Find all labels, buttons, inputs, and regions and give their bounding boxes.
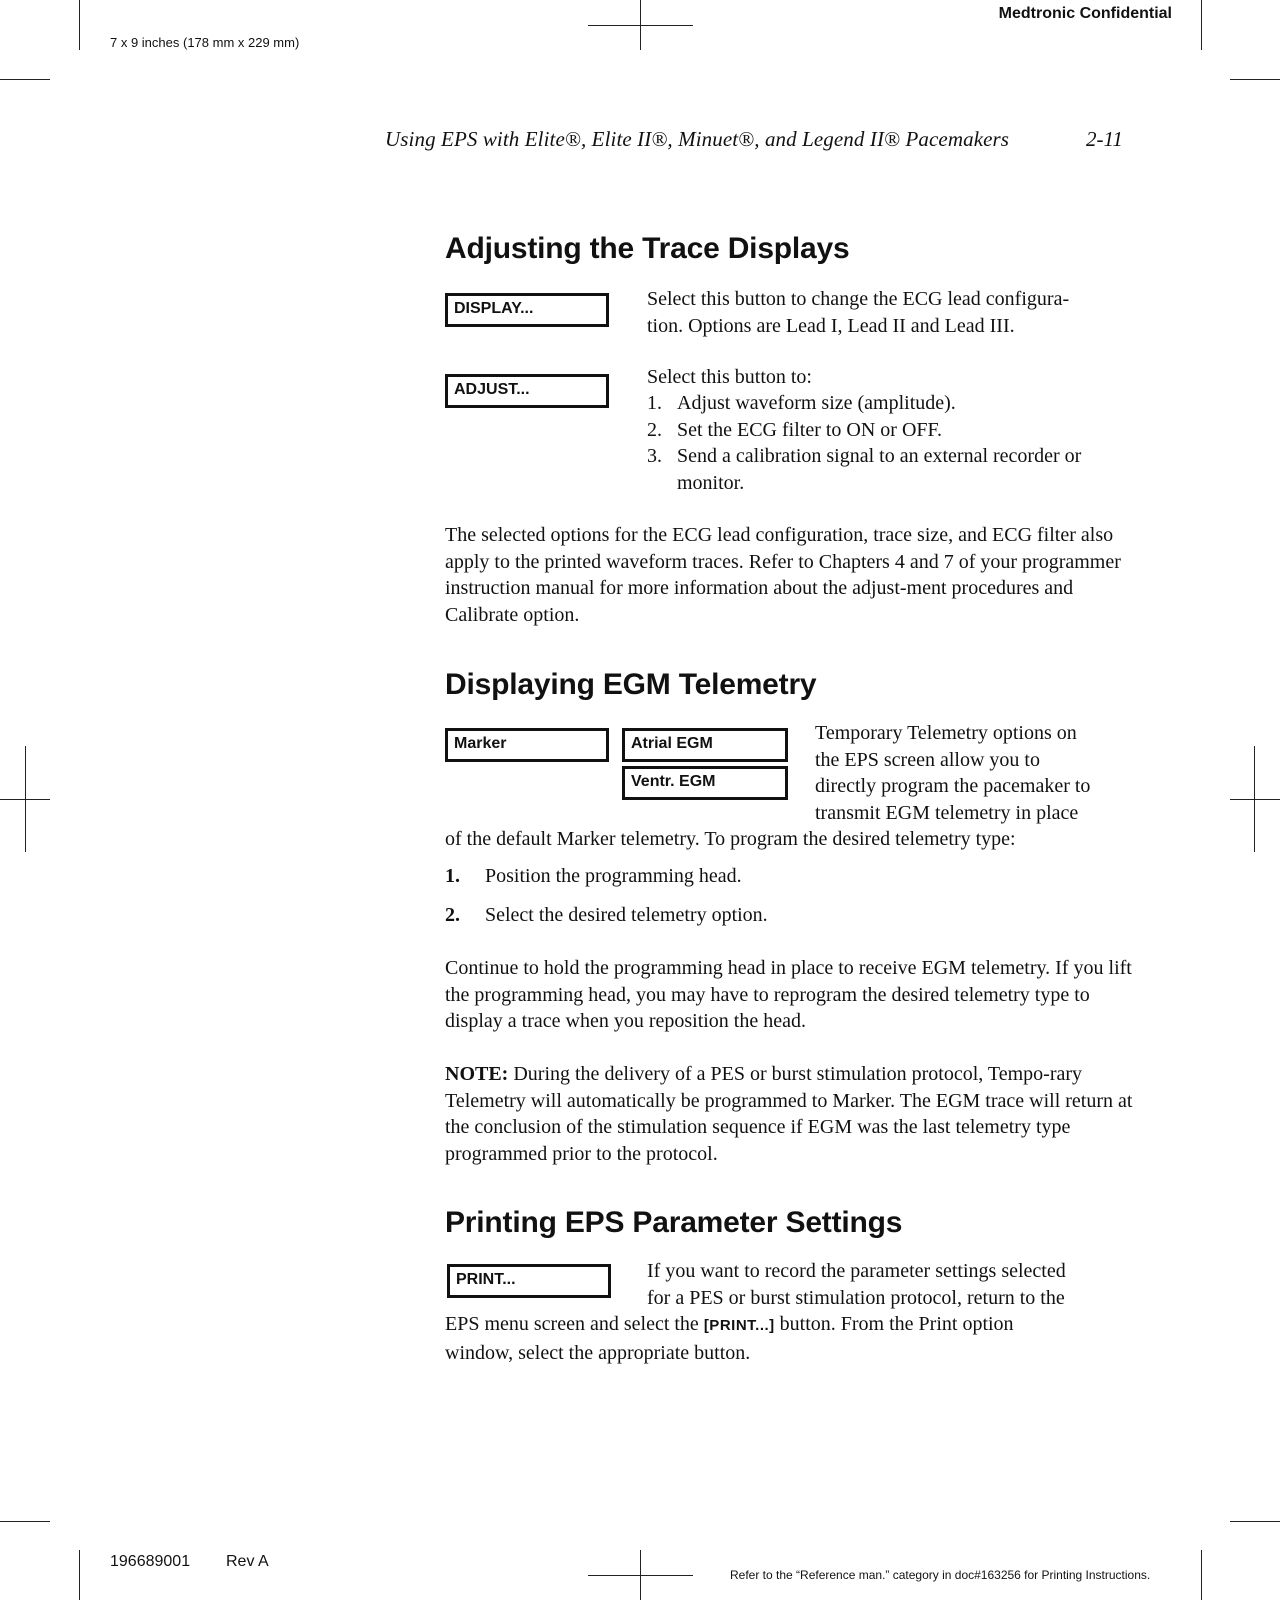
list-item: 1. Adjust waveform size (amplitude). bbox=[647, 392, 956, 414]
adjust-intro: Select this button to: bbox=[647, 366, 812, 388]
registration-mark bbox=[588, 25, 693, 26]
crop-mark bbox=[1230, 79, 1280, 80]
egm-intro: Temporary Telemetry options on the EPS screen allow you to directly program the pacemaker to transmit EGM telemetry in place bbox=[815, 722, 1091, 824]
adjust-list bbox=[647, 390, 1137, 496]
print-intro: If you want to record the parameter settings selected for a PES or burst stimulation protocol, return to the bbox=[647, 1260, 1066, 1309]
display-button: DISPLAY... bbox=[445, 293, 609, 327]
document-id: 196689001 bbox=[110, 1553, 191, 1570]
atrial-egm-button: Atrial EGM bbox=[622, 728, 788, 762]
crop-mark bbox=[1201, 1550, 1202, 1600]
print-paragraph: EPS menu screen and select the [PRINT...] button. From the Print option window, select the appropriate button. bbox=[445, 1313, 1014, 1364]
crop-mark bbox=[0, 79, 50, 80]
page-size-note: 7 x 9 inches (178 mm x 229 mm) bbox=[110, 35, 300, 50]
crop-mark bbox=[79, 1550, 80, 1600]
crop-mark bbox=[79, 0, 80, 50]
page-number: 2-11 bbox=[1086, 127, 1123, 151]
adjust-button: ADJUST... bbox=[445, 374, 609, 408]
egm-intro-continued: of the default Marker telemetry. To program the desired telemetry type: bbox=[445, 828, 1016, 850]
crop-mark bbox=[1201, 0, 1202, 50]
printing-note: Refer to the “Reference man.” category in doc#163256 for Printing Instructions. bbox=[730, 1568, 1151, 1582]
crop-mark bbox=[0, 1521, 50, 1522]
section-title-egm: Displaying EGM Telemetry bbox=[445, 668, 817, 701]
trace-paragraph: The selected options for the ECG lead configuration, trace size, and ECG filter also apply to the printed waveform traces. Refer to Chapters 4 and 7 of your programmer instruction manual for more information about the adjust-ment procedures and Calibrate option. bbox=[445, 524, 1121, 626]
print-button: PRINT... bbox=[447, 1264, 611, 1298]
crop-mark bbox=[1230, 1521, 1280, 1522]
ventr-egm-button: Ventr. EGM bbox=[622, 766, 788, 800]
marker-button: Marker bbox=[445, 728, 609, 762]
list-item: 2. Set the ECG filter to ON or OFF. bbox=[647, 418, 943, 441]
list-item: 3. Send a calibration signal to an external recorder or monitor. bbox=[647, 445, 1082, 494]
display-description: Select this button to change the ECG lead configura- tion. Options are Lead I, Lead II and Lead III. bbox=[647, 288, 1070, 337]
registration-mark bbox=[588, 1575, 693, 1576]
registration-mark bbox=[0, 799, 50, 800]
note-label: NOTE: bbox=[445, 1063, 509, 1085]
confidential-label: Medtronic Confidential bbox=[998, 5, 1172, 22]
print-key-label: [PRINT...] bbox=[703, 1317, 775, 1334]
section-title-trace: Adjusting the Trace Displays bbox=[445, 232, 850, 265]
note-paragraph: NOTE: During the delivery of a PES or burst stimulation protocol, Tempo-rary Telemetry will automatically be programmed to Marker. The EGM trace will return at the conclusion of the stimulation sequence if EGM was the last telemetry type programmed prior to the protocol. bbox=[445, 1063, 1133, 1165]
running-head: Using EPS with Elite®, Elite II®, Minuet®, and Legend II® Pacemakers bbox=[385, 127, 1010, 151]
revision-label: Rev A bbox=[226, 1553, 269, 1570]
registration-mark bbox=[1230, 799, 1280, 800]
section-title-print: Printing EPS Parameter Settings bbox=[445, 1206, 903, 1239]
egm-paragraph: Continue to hold the programming head in place to receive EGM telemetry. If you lift the programming head, you may have to reprogram the desired telemetry type to display a trace when you reposition the head. bbox=[445, 957, 1132, 1032]
